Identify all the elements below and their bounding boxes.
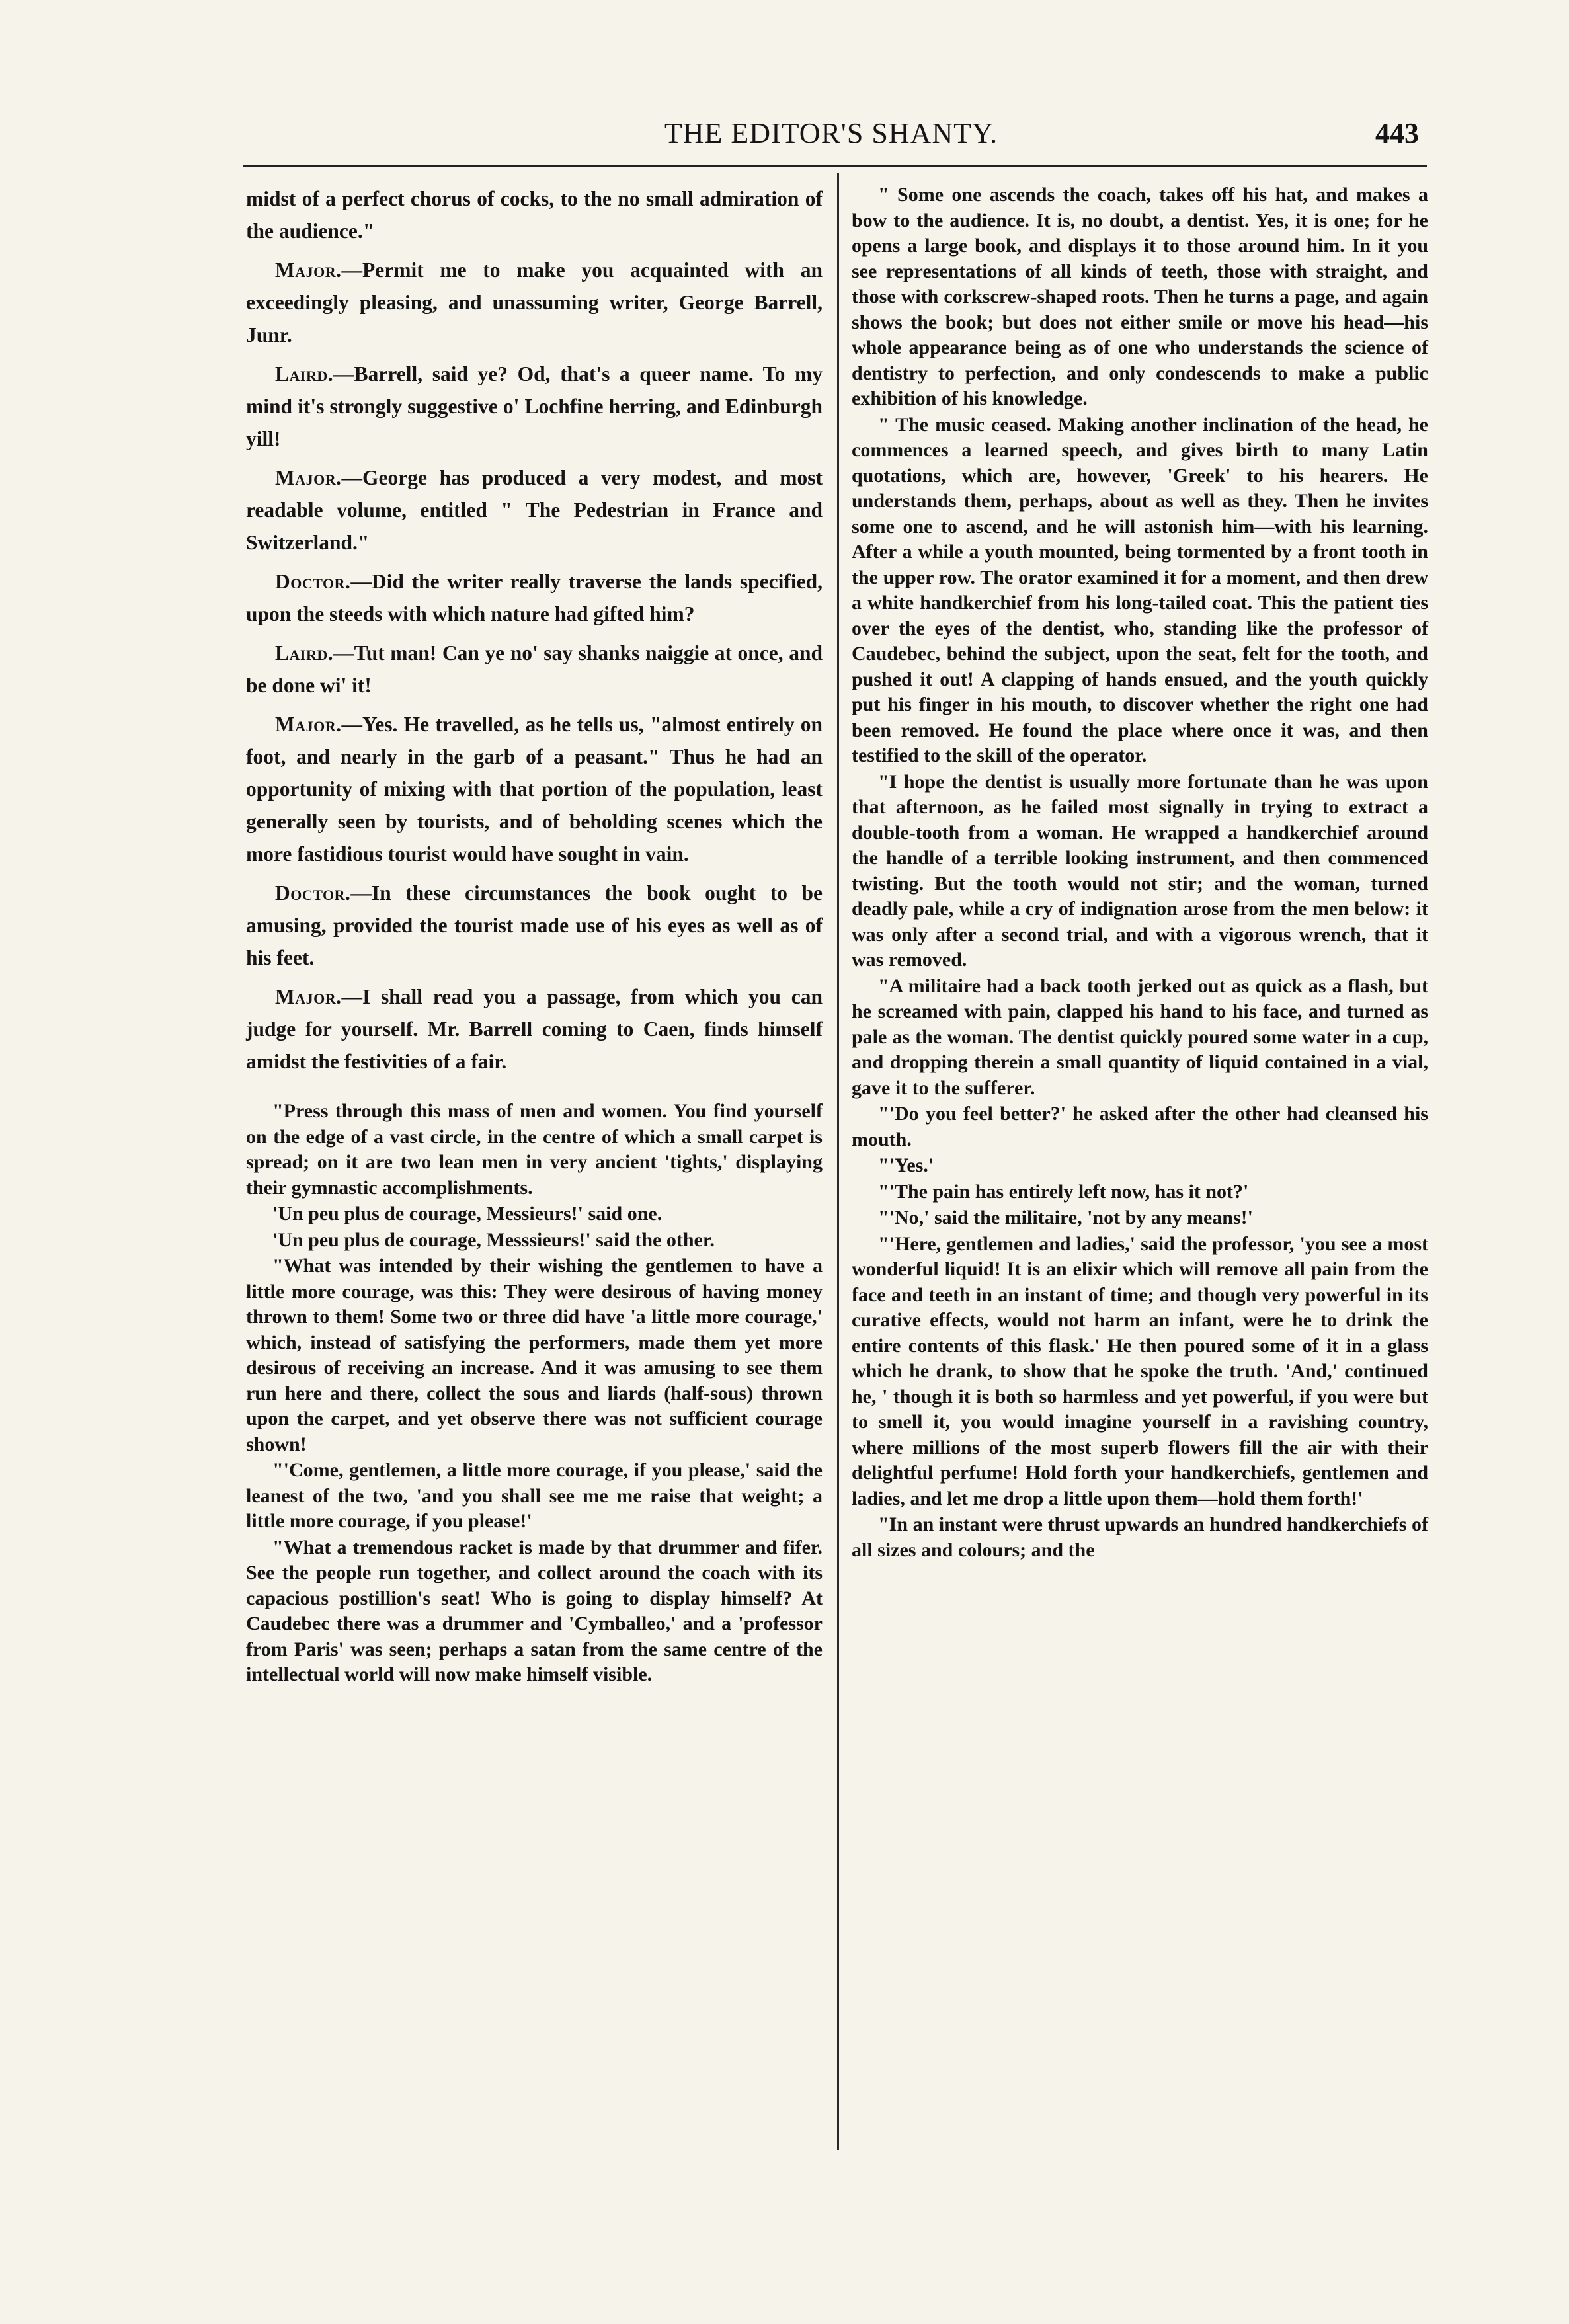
paragraph-text: "I hope the dentist is usually more fortunate than he was upon that afternoon, as he failed most signally in trying to extract a double-tooth from a woman. He wrapped a handkerchief around the handle of a terrible looking instrument, and then commenced twisting. But the tooth would not stir; and the woman, turned deadly pale, while a cry of indignation arose from the men below: it was only after a second trial, and with a vigorous wrench, that it was removed. xyxy=(852,770,1428,971)
quoted-paragraph xyxy=(852,974,1428,1102)
paragraph-text: " The music ceased. Making another inclination of the head, he commences a learned speech, and gives birth to many Latin quotations, which are, however, 'Greek' to his hearers. He understands them, perhaps, about as well as they. Then he invites some one to ascend, and he will astonish him—with his learning. After a while a youth mounted, being tormented by a front tooth in the upper row. The orator examined it for a moment, and then drew a white handkerchief from his long-tailed coat. This the patient ties over the eyes of the dentist, who, standing like the professor of Caudebec, behind the subject, upon the seat, felt for the tooth, and pushed it out! A clapping of hands ensued, and the youth quickly put his finger in his mouth, to discover whether the right one had been removed. He found the place where once it was, and then testified to the skill of the operator. xyxy=(852,413,1428,766)
paragraph-text: —In these circumstances the book ought to be amusing, provided the tourist made use of his eyes as well as of his feet. xyxy=(246,881,823,969)
dialogue-paragraph xyxy=(246,254,823,351)
quoted-paragraph xyxy=(852,770,1428,973)
dialogue-paragraph xyxy=(246,708,823,870)
quoted-paragraph xyxy=(852,1153,1428,1179)
dialogue-paragraph xyxy=(246,981,823,1078)
paragraph-text: "'The pain has entirely left now, has it not?' xyxy=(878,1180,1249,1203)
paragraph-text: "'No,' said the militaire, 'not by any means!' xyxy=(878,1207,1253,1228)
paragraph-text: "'Come, gentlemen, a little more courage, if you please,' said the leanest of the two, 'and you shall see me me raise that weight; a little more courage, if you please!' xyxy=(246,1459,823,1532)
quoted-paragraph xyxy=(852,1180,1428,1205)
dialogue-paragraph xyxy=(246,877,823,974)
paragraph-text: " Some one ascends the coach, takes off his hat, and makes a bow to the audience. It is, no doubt, a dentist. Yes, it is one; for he opens a large book, and displays it to those around him. In it you see representations of all kinds of teeth, those with straight, and those with corkscrew-shaped roots. Then he turns a page, and again shows the book; but does not either smile or move his head—his whole appearance being as of one who understands the science of dentistry to perfection, and only condescends to make a public exhibition of his knowledge. xyxy=(852,184,1428,409)
right-column xyxy=(852,182,1428,1564)
paragraph-text: —Barrell, said ye? Od, that's a queer name. To my mind it's strongly suggestive o' Lochfine herring, and Edinburgh yill! xyxy=(246,362,823,450)
quoted-paragraph xyxy=(852,1205,1428,1231)
column-divider xyxy=(837,173,839,2150)
paragraph-text: "A militaire had a back tooth jerked out as quick as a flash, but he screamed with pain, clapped his hand to his face, and turned as pale as the woman. The dentist quickly poured some water in a cup, and dropping therein a small quantity of liquid contained in a vial, gave it to the sufferer. xyxy=(852,975,1428,1099)
quoted-paragraph xyxy=(246,1228,823,1254)
paragraph-text: "What was intended by their wishing the gentlemen to have a little more courage, was this: They were desirous of having money thrown to them! Some two or three did have 'a little more courage,' which, instead of satisfying the performers, made them yet more desirous of receiving an increase. And it was amusing to see them run here and there, collect the sous and liards (half-sous) thrown upon the carpet, and yet observe there was not sufficient courage shown! xyxy=(246,1255,823,1455)
dialogue-paragraph xyxy=(246,637,823,701)
paragraph-text: —Yes. He travelled, as he tells us, "almost entirely on foot, and nearly in the garb of a peasant." Thus he had an opportunity of mixing with that portion of the population, least generally seen by tourists, and of beholding scenes which the more fastidious tourist would have sought in vain. xyxy=(246,713,823,865)
running-head-title: THE EDITOR'S SHANTY. xyxy=(664,117,998,149)
quoted-paragraph xyxy=(246,1099,823,1201)
paragraph-text: 'Un peu plus de courage, Messsieurs!' said the other. xyxy=(272,1228,715,1251)
paragraph-text: —I shall read you a passage, from which you can judge for yourself. Mr. Barrell coming to Caen, finds himself amidst the festivities of a fair. xyxy=(246,985,823,1073)
paragraph-text: —George has produced a very modest, and most readable volume, entitled " The Pedestrian in France and Switzerland." xyxy=(246,466,823,554)
quoted-paragraph xyxy=(852,1232,1428,1512)
quoted-paragraph xyxy=(246,1458,823,1535)
quoted-paragraph xyxy=(852,182,1428,412)
speaker-name: Major. xyxy=(275,985,342,1008)
left-column xyxy=(246,182,823,1689)
paragraph-text: 'Un peu plus de courage, Messieurs!' said one. xyxy=(272,1203,663,1224)
speaker-name: Major. xyxy=(275,259,342,282)
paragraph-text: "Press through this mass of men and women. You find yourself on the edge of a vast circle, in the centre of which a small carpet is spread; on it are two lean men in very ancient 'tights,' displaying their gymnastic accomplishments. xyxy=(246,1100,823,1199)
paragraph-text: "What a tremendous racket is made by that drummer and fifer. See the people run together, and collect around the coach with its capacious postillion's seat! Who is going to display himself? At Caudebec there was a drummer and 'Cymballeo,' and a 'professor from Paris' was seen; perhaps a satan from the same centre of the intellectual world will now make himself visible. xyxy=(246,1536,823,1685)
speaker-name: Doctor. xyxy=(275,570,351,593)
speaker-name: Major. xyxy=(275,466,342,489)
header-rule xyxy=(243,165,1427,167)
page-number: 443 xyxy=(1375,117,1419,149)
dialogue-paragraph xyxy=(246,182,823,247)
quoted-paragraph xyxy=(852,1102,1428,1152)
running-head xyxy=(243,114,1419,153)
paragraph-text: —Permit me to make you acquainted with an exceedingly pleasing, and unassuming writer, George Barrell, Junr. xyxy=(246,259,823,346)
dialogue-paragraph xyxy=(246,358,823,455)
speaker-name: Laird. xyxy=(275,641,334,664)
paragraph-text: "'Do you feel better?' he asked after the other had cleansed his mouth. xyxy=(852,1103,1428,1150)
dialogue-paragraph xyxy=(246,565,823,630)
paragraph-text: —Tut man! Can ye no' say shanks naiggie at once, and be done wi' it! xyxy=(246,641,823,697)
dialogue-paragraph xyxy=(246,461,823,559)
quoted-paragraph xyxy=(246,1254,823,1457)
paragraph-text: "'Here, gentlemen and ladies,' said the professor, 'you see a most wonderful liquid! It is an elixir which will remove all pain from the face and teeth in an instant of time; and though very powerful in its curative effects, would not harm an infant, were he to drink the entire contents of this flask.' He then poured some of it in a glass which he drank, to show that he spoke the truth. 'And,' continued he, ' though it is both so harmless and yet powerful, if you were but to smell it, you would imagine yourself in a ravishing country, where millions of the most superb flowers fill the air with their delightful perfume! Hold forth your handkerchiefs, gentlemen and ladies, and let me drop a little upon them—hold them forth!' xyxy=(852,1232,1428,1509)
paragraph-text: "In an instant were thrust upwards an hundred handkerchiefs of all sizes and colours; and the xyxy=(852,1513,1428,1561)
quoted-paragraph xyxy=(852,1512,1428,1563)
quoted-paragraph xyxy=(852,413,1428,769)
speaker-name: Laird. xyxy=(275,362,334,385)
section-gap xyxy=(246,1084,823,1099)
paragraph-text: —Did the writer really traverse the lands specified, upon the steeds with which nature had gifted him? xyxy=(246,570,823,625)
paragraph-text: midst of a perfect chorus of cocks, to the no small admiration of the audience." xyxy=(246,187,823,243)
speaker-name: Major. xyxy=(275,713,342,736)
quoted-paragraph xyxy=(246,1535,823,1688)
speaker-name: Doctor. xyxy=(275,881,351,904)
quoted-paragraph xyxy=(246,1201,823,1227)
paragraph-text: "'Yes.' xyxy=(878,1154,934,1176)
